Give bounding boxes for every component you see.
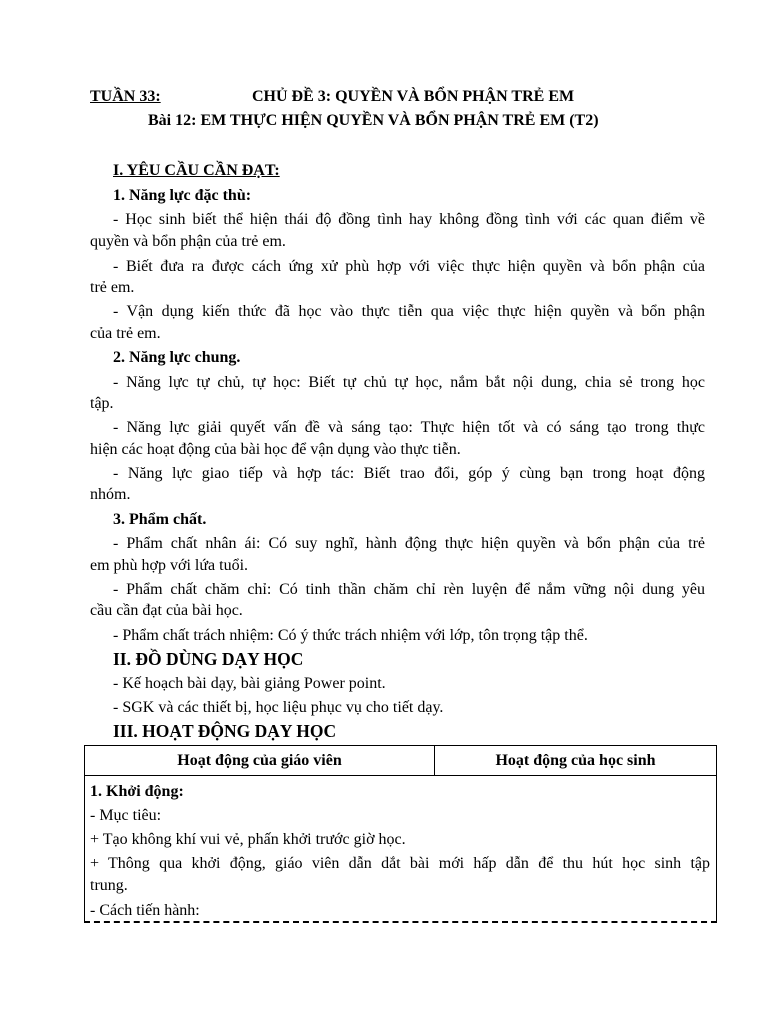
paragraph-line: - Vận dụng kiến thức đã học vào thực tiễn qua việc thực hiện quyền và bổn phận — [113, 303, 705, 320]
paragraph-line: quyền và bổn phận của trẻ em. — [90, 233, 286, 250]
cell-line: + Tạo không khí vui vẻ, phấn khởi trước giờ học. — [90, 831, 406, 848]
paragraph-line: - Phẩm chất nhân ái: Có suy nghĩ, hành động thực hiện quyền và bổn phận của trẻ — [113, 535, 705, 552]
paragraph-line: tập. — [90, 395, 114, 412]
paragraph-line: cầu cần đạt của bài học. — [90, 602, 243, 619]
list-item: - SGK và các thiết bị, học liệu phục vụ cho tiết dạy. — [113, 699, 444, 716]
paragraph-line: - Phẩm chất trách nhiệm: Có ý thức trách nhiệm với lớp, tôn trọng tập thể. — [113, 627, 588, 644]
list-item: - Kế hoạch bài dạy, bài giảng Power point. — [113, 675, 386, 692]
paragraph-line: của trẻ em. — [90, 325, 161, 342]
paragraph-line: trẻ em. — [90, 279, 135, 296]
column-header-student: Hoạt động của học sinh — [495, 752, 656, 769]
table-header — [85, 746, 716, 776]
lesson-title: Bài 12: EM THỰC HIỆN QUYỀN VÀ BỔN PHẬN TRẺ EM (T2) — [148, 112, 599, 129]
topic-title: CHỦ ĐỀ 3: QUYỀN VÀ BỔN PHẬN TRẺ EM — [252, 88, 575, 105]
section-3-title: III. HOẠT ĐỘNG DẠY HỌC — [113, 721, 337, 741]
section-1-title: I. YÊU CẦU CẦN ĐẠT: — [113, 162, 280, 179]
subsection-2-title: 2. Năng lực chung. — [113, 349, 241, 366]
paragraph-line: hiện các hoạt động của bài học để vận dụng vào thực tiễn. — [90, 441, 461, 458]
paragraph-line: - Năng lực giải quyết vấn đề và sáng tạo: Thực hiện tốt và có sáng tạo trong thực — [113, 419, 705, 436]
paragraph-line: em phù hợp với lứa tuổi. — [90, 557, 249, 574]
week-label: TUẦN 33: — [90, 88, 161, 105]
column-header-teacher: Hoạt động của giáo viên — [177, 752, 342, 769]
paragraph-line: - Phẩm chất chăm chỉ: Có tinh thần chăm chỉ rèn luyện để nắm vững nội dung yêu — [113, 581, 705, 598]
cell-title: 1. Khởi động: — [90, 783, 184, 800]
paragraph-line: nhóm. — [90, 486, 131, 503]
cell-line: trung. — [90, 877, 128, 894]
paragraph-line: - Năng lực tự chủ, tự học: Biết tự chủ tự học, nắm bắt nội dung, chia sẻ trong học — [113, 374, 705, 391]
section-2-title: II. ĐỒ DÙNG DẠY HỌC — [113, 649, 304, 669]
paragraph-line: - Biết đưa ra được cách ứng xử phù hợp với việc thực hiện quyền và bổn phận của — [113, 258, 705, 275]
table-page-break-line — [84, 921, 717, 923]
cell-line: - Mục tiêu: — [90, 807, 162, 824]
cell-line: - Cách tiến hành: — [90, 902, 200, 919]
paragraph-line: - Học sinh biết thể hiện thái độ đồng tình hay không đồng tình với các quan điểm về — [113, 211, 705, 228]
cell-line: + Thông qua khởi động, giáo viên dẫn dắt bài mới hấp dẫn để thu hút học sinh tập — [90, 855, 710, 872]
subsection-1-title: 1. Năng lực đặc thù: — [113, 187, 252, 204]
paragraph-line: - Năng lực giao tiếp và hợp tác: Biết trao đổi, góp ý cùng bạn trong hoạt động — [113, 465, 705, 482]
activity-table — [84, 745, 717, 923]
subsection-3-title: 3. Phẩm chất. — [113, 511, 207, 528]
